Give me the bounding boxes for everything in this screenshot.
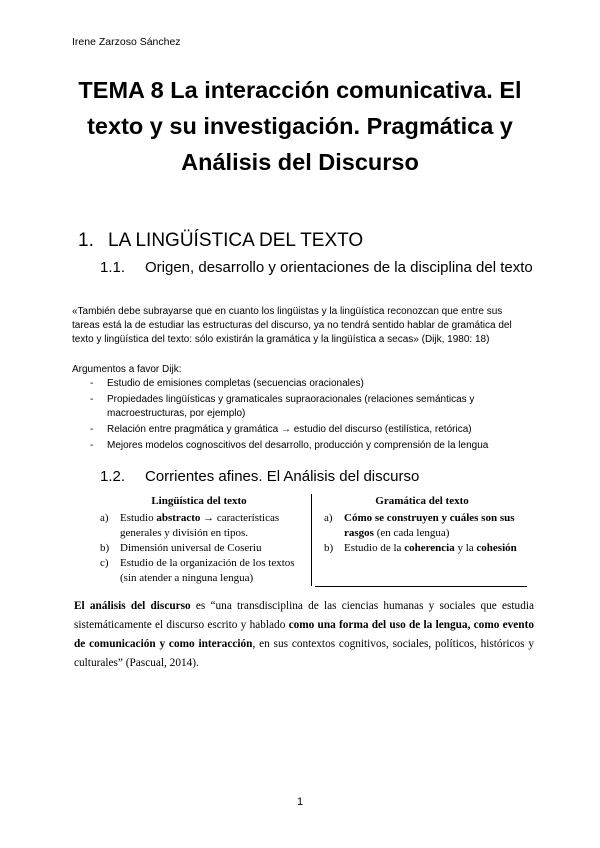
column-header: Gramática del texto — [375, 495, 469, 507]
list-item: - Propiedades lingüísticas y gramaticales supraoracionales (relaciones semánticas y macroestructuras, por ejemplo) — [90, 394, 475, 419]
subsection-heading-1 — [100, 258, 540, 278]
list-item: a) Cómo se construyen y cuáles son sus rasgos (en cada lengua) — [324, 512, 515, 539]
list-item: - Relación entre pragmática y gramática → estudio del discurso (estilística, retórica) — [90, 424, 472, 435]
author-header: Irene Zarzoso Sánchez — [72, 36, 181, 48]
list-item: a) Estudio abstracto → características generales y división en tipos. — [100, 512, 280, 539]
list-item: c) Estudio de la organización de los textos (sin atender a ninguna lengua) — [100, 557, 295, 584]
section-number: 1. — [78, 230, 94, 251]
subsection-title: Origen, desarrollo y orientaciones de la disciplina del texto — [145, 259, 533, 276]
section-heading — [78, 230, 363, 252]
document-title: TEMA 8 La interacción comunicativa. El texto y su investigación. Pragmática y Análisis del Discurso — [78, 77, 522, 175]
column-divider — [311, 494, 312, 586]
subsection-heading-2 — [100, 467, 540, 487]
list-item: - Mejores modelos cognoscitivos del desarrollo, producción y comprensión de la lengua — [90, 440, 489, 451]
dijk-quote: «También debe subrayarse que en cuanto los lingüistas y la lingüística reconozcan que entre sus tareas está la de estudiar las estructuras del discurso, ya no tendrá sentido hablar de gramática del texto y lingüística del texto: sólo existirán la gramática y la lingüística a secas» (Dijk, 1980: 18) — [72, 306, 512, 345]
table-bottom-rule — [315, 586, 527, 587]
list-item: b) Dimensión universal de Coseriu — [100, 542, 262, 554]
list-item: b) Estudio de la coherencia y la cohesión — [324, 542, 517, 554]
arguments-list — [72, 377, 532, 455]
column-header: Lingüística del texto — [151, 495, 247, 507]
subsection-number: 1.1. — [100, 259, 126, 276]
subsection-title: Corrientes afines. El Análisis del discurso — [145, 468, 420, 485]
list-item: - Estudio de emisiones completas (secuencias oracionales) — [90, 378, 364, 389]
discourse-definition: El análisis del discurso es “una transdisciplina de las ciencias humanas y sociales que estudia sistemáticamente el discurso escrito y hablado como una forma del uso de la lengua, como evento de comunicación y como interacción, en sus contextos cognitivos, sociales, políticos, históricos y culturales” (Pascual, 2014). — [74, 600, 535, 669]
text-grammar-column — [320, 494, 524, 556]
section-title: LA LINGÜÍSTICA DEL TEXTO — [108, 230, 364, 251]
text-linguistics-column — [96, 494, 302, 586]
arguments-heading: Argumentos a favor Dijk: — [72, 364, 182, 375]
page-number: 1 — [296, 796, 304, 808]
subsection-number: 1.2. — [100, 468, 126, 485]
